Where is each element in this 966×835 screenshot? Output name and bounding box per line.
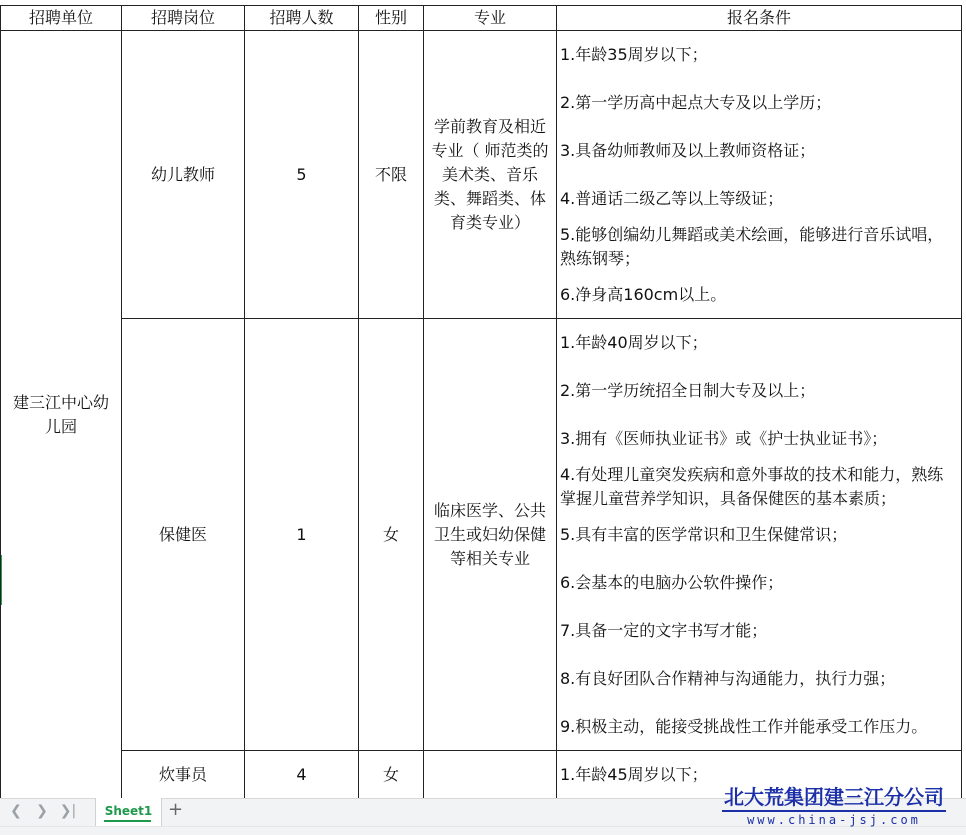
- header-position[interactable]: 招聘岗位: [122, 6, 245, 31]
- recruitment-table: [0, 5, 962, 798]
- cell-major[interactable]: 学前教育及相近专业（ 师范类的美术类、音乐类、舞蹈类、体育类专业）: [424, 31, 557, 319]
- cell-gender[interactable]: 不限: [359, 31, 424, 319]
- cell-unit-name[interactable]: 建三江中心幼儿园: [1, 31, 122, 799]
- cell-position[interactable]: 炊事员: [122, 751, 245, 799]
- watermark-title: 北大荒集团建三江分公司: [724, 785, 944, 809]
- cell-gender[interactable]: 女: [359, 751, 424, 799]
- requirement-line: 2.第一学历高中起点大专及以上学历；: [560, 93, 832, 112]
- watermark-logo: [718, 785, 950, 828]
- cell-gender[interactable]: 女: [359, 319, 424, 751]
- requirement-line: 1.年龄40周岁以下；: [560, 333, 708, 352]
- header-count[interactable]: 招聘人数: [245, 6, 359, 31]
- requirement-line: 6.净身高160cm以上。: [560, 285, 727, 304]
- requirement-line: 5.能够创编幼儿舞蹈或美术绘画，能够进行音乐试唱，熟练钢琴；: [560, 225, 944, 268]
- table-row: [1, 31, 962, 319]
- cell-count[interactable]: 4: [245, 751, 359, 799]
- cell-requirements[interactable]: [557, 31, 962, 319]
- header-row: [1, 6, 962, 31]
- requirement-line: 6.会基本的电脑办公软件操作；: [560, 573, 784, 592]
- active-tab-underline: [104, 820, 151, 822]
- table-row: [1, 319, 962, 751]
- header-unit[interactable]: 招聘单位: [1, 6, 122, 31]
- requirement-line: 1.年龄45周岁以下；: [560, 764, 708, 784]
- requirement-line: 2.第一学历统招全日制大专及以上；: [560, 381, 816, 400]
- cell-position[interactable]: 保健医: [122, 319, 245, 751]
- last-sheet-icon[interactable]: ❯|: [59, 803, 77, 819]
- header-requirements[interactable]: 报名条件: [557, 6, 962, 31]
- sheet-tab-sheet1[interactable]: [95, 798, 162, 827]
- requirement-line: 8.有良好团队合作精神与沟通能力，执行力强；: [560, 669, 896, 688]
- requirement-line: 3.具备幼师教师及以上教师资格证；: [560, 141, 816, 160]
- plus-icon[interactable]: +: [168, 799, 184, 820]
- cell-count[interactable]: 5: [245, 31, 359, 319]
- cell-count[interactable]: 1: [245, 319, 359, 751]
- requirement-line: 3.拥有《医师执业证书》或《护士执业证书》；: [560, 429, 888, 448]
- cell-position[interactable]: 幼儿教师: [122, 31, 245, 319]
- header-major[interactable]: 专业: [424, 6, 557, 31]
- requirement-line: 4.普通话二级乙等以上等级证；: [560, 189, 784, 208]
- header-gender[interactable]: 性别: [359, 6, 424, 31]
- requirement-line: 1.年龄35周岁以下；: [560, 45, 708, 64]
- requirement-line: 7.具备一定的文字书写才能；: [560, 621, 768, 640]
- cell-major[interactable]: [424, 751, 557, 799]
- cell-major[interactable]: 临床医学、公共卫生或妇幼保健等相关专业: [424, 319, 557, 751]
- watermark-url: www.china-jsj.com: [747, 813, 921, 827]
- cell-requirements[interactable]: [557, 319, 962, 751]
- sheet-tab-label: Sheet1: [104, 804, 153, 818]
- requirement-line: 4.有处理儿童突发疾病和意外事故的技术和能力，熟练掌握儿童营养学知识，具备保健医的基本素质；: [560, 465, 944, 508]
- first-sheet-icon[interactable]: ❮: [10, 803, 22, 819]
- requirement-line: 5.具有丰富的医学常识和卫生保健常识；: [560, 525, 848, 544]
- prev-sheet-icon[interactable]: ❯: [36, 803, 48, 819]
- requirement-line: 9.积极主动，能接受挑战性工作并能承受工作压力。: [560, 717, 928, 736]
